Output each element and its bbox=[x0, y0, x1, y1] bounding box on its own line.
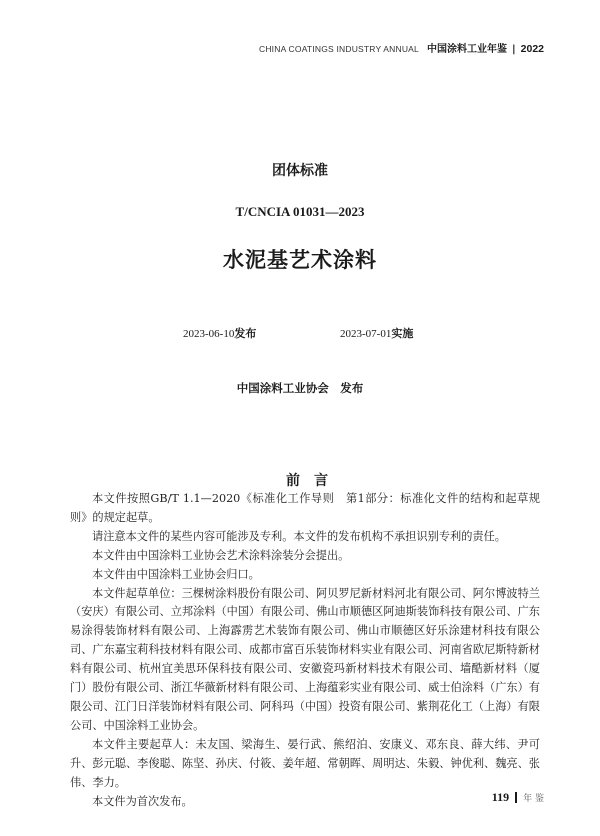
header-year: 2022 bbox=[520, 43, 544, 55]
standard-number: T/CNCIA 01031—2023 bbox=[235, 204, 365, 219]
implement-label: 实施 bbox=[391, 327, 414, 340]
standard-type: 团体标准 bbox=[272, 163, 328, 179]
implement-date bbox=[340, 325, 413, 341]
page-footer bbox=[492, 790, 544, 805]
publish-date bbox=[183, 325, 256, 341]
foreword-paragraph: 本文件为首次发布。 bbox=[92, 794, 193, 808]
publish-date-value: 2023-06-10 bbox=[183, 328, 235, 340]
page-number: 119 bbox=[491, 790, 510, 804]
header-chinese-title: 中国涂料工业年鉴 bbox=[426, 44, 507, 55]
foreword-paragraph: 本文件由中国涂料工业协会归口。 bbox=[92, 567, 260, 581]
foreword-paragraph: 本文件主要起草人：未友国、梁海生、晏行武、熊绍泊、安康义、邓东良、薛大纬、尹可升、彭元聪、李俊聪、陈坚、孙庆、付筱、姜年超、常朝晖、周明达、朱毅、钟优利、魏亮、张伟、李力。 bbox=[70, 737, 540, 789]
foreword-paragraph: 本文件起草单位：三棵树涂料股份有限公司、阿贝罗尼新材料河北有限公司、阿尔博波特兰（安庆）有限公司、立邦涂料（中国）有限公司、佛山市顺德区阿迪斯装饰科技有限公司、广东易涂得装饰材料有限公司、上海霹雳艺术装饰有限公司、佛山市顺德区好乐涂建材科技有限公司、广东嘉宝莉科技材料有限公司、成都市富百乐装饰材料实业有限公司、河南省欧尼斯特新材料有限公司、杭州宜美思环保科技有限公司、安徽瓷玛新材料技术有限公司、墙酷新材料（厦门）股份有限公司、浙江华薇新材料有限公司、上海蕴彩实业有限公司、威士伯涂料（广东）有限公司、江门日洋装饰材料有限公司、阿科玛（中国）投资有限公司、紫荆花化工（上海）有限公司、中国涂料工业协会。 bbox=[70, 586, 540, 732]
header-separator: | bbox=[511, 44, 516, 55]
foreword-paragraph: 请注意本文件的某些内容可能涉及专利。本文件的发布机构不承担识别专利的责任。 bbox=[92, 529, 506, 543]
header-english-title: CHINA COATINGS INDUSTRY ANNUAL bbox=[259, 44, 419, 54]
foreword-paragraph: 本文件由中国涂料工业协会艺术涂料涂装分会提出。 bbox=[92, 548, 350, 562]
foreword-body bbox=[70, 490, 540, 811]
implement-date-value: 2023-07-01 bbox=[340, 328, 392, 340]
footer-divider bbox=[515, 792, 517, 803]
running-header bbox=[259, 40, 544, 55]
issuer-line: 中国涂料工业协会 发布 bbox=[236, 381, 364, 395]
footer-label: 年 鉴 bbox=[523, 794, 544, 804]
foreword-heading: 前言 bbox=[286, 473, 342, 489]
foreword-paragraph: 本文件按照GB/T 1.1—2020《标准化工作导则 第1部分：标准化文件的结构和起草规则》的规定起草。 bbox=[70, 492, 540, 524]
publish-label: 发布 bbox=[234, 327, 257, 340]
standard-title: 水泥基艺术涂料 bbox=[223, 248, 377, 272]
